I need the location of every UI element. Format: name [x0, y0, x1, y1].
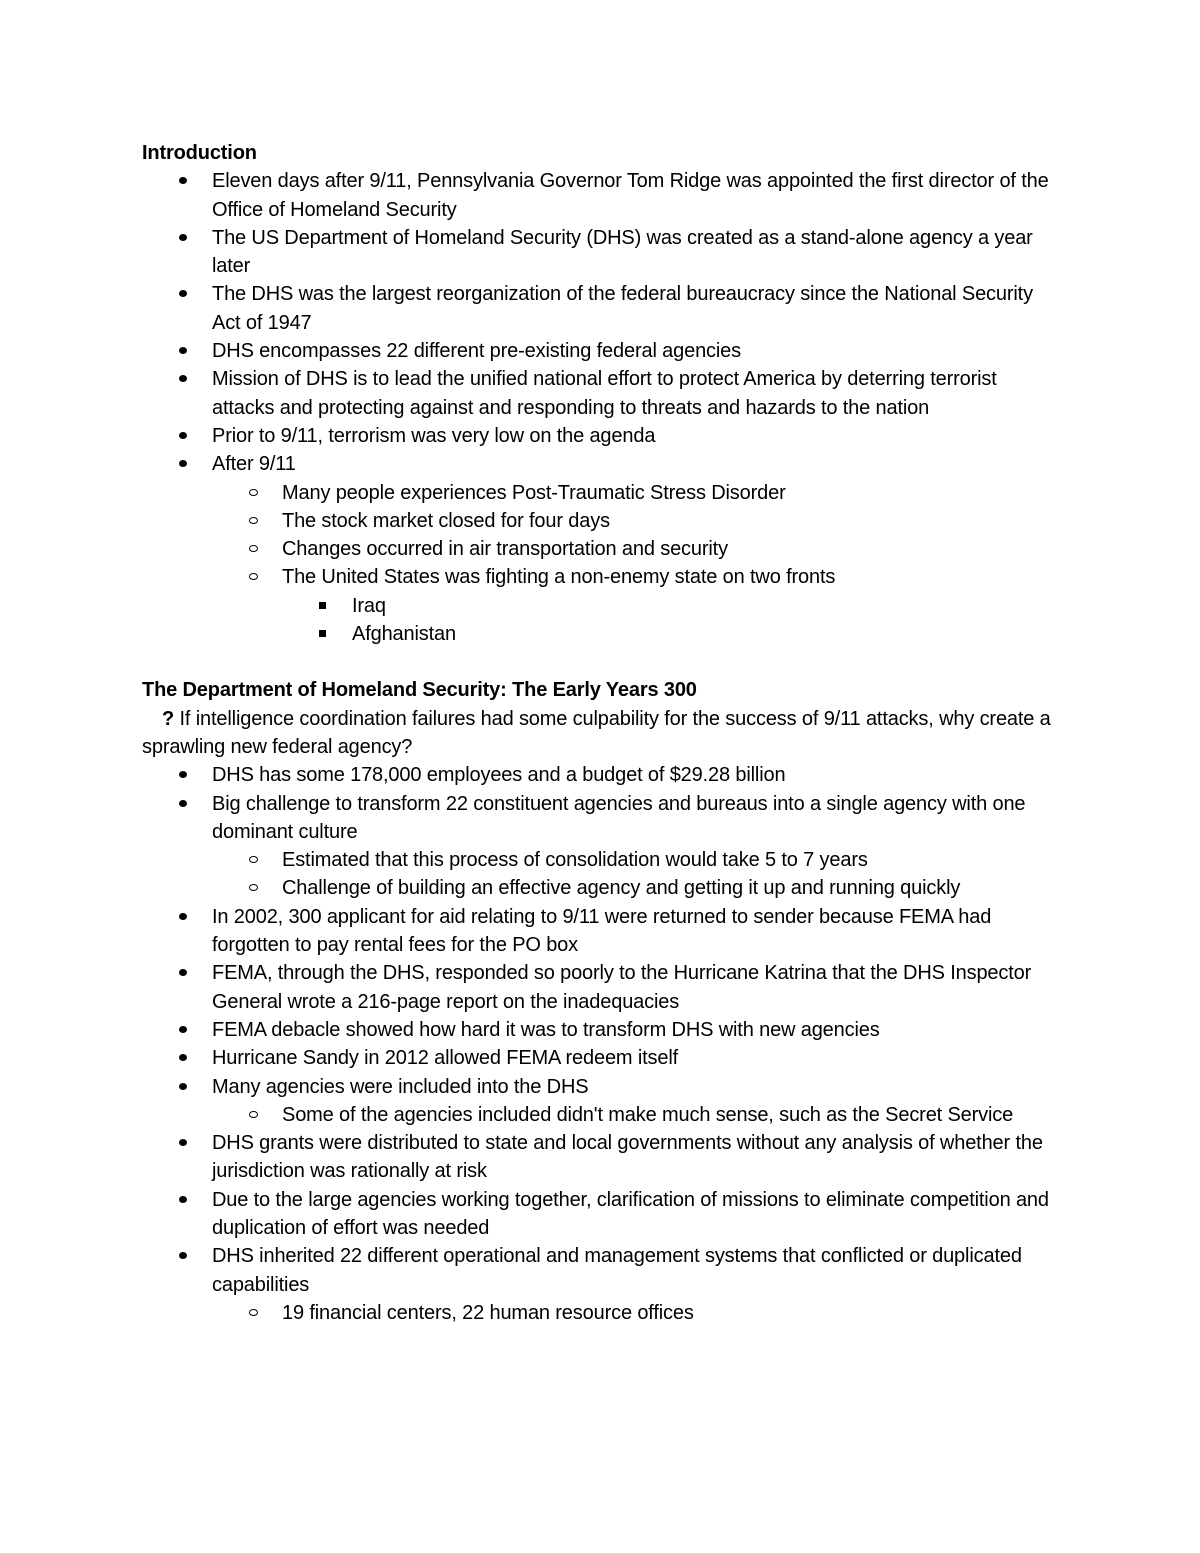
bullet-list-level-2	[212, 846, 1052, 903]
bullet-disc-icon	[179, 1252, 187, 1259]
list-item	[142, 1129, 1052, 1186]
bullet-disc-icon	[179, 460, 187, 467]
bullet-disc-icon	[179, 234, 187, 241]
list-item-text: Mission of DHS is to lead the unified national effort to protect America by deterring terrorist attacks and protecting against and responding to threats and hazards to the nation	[212, 368, 997, 419]
bullet-disc-icon	[179, 290, 187, 297]
section-heading: The Department of Homeland Security: The Early Years 300	[142, 679, 697, 702]
list-item-text: 19 financial centers, 22 human resource offices	[282, 1301, 694, 1324]
list-item-text: FEMA debacle showed how hard it was to transform DHS with new agencies	[212, 1018, 880, 1041]
list-item	[212, 1101, 1052, 1129]
question-text: If intelligence coordination failures had some culpability for the success of 9/11 attacks, why create a sprawling new federal agency?	[142, 707, 1051, 758]
bullet-circle-icon	[249, 573, 258, 580]
list-item	[142, 1016, 1052, 1044]
list-item	[142, 280, 1052, 337]
list-item-text: Afghanistan	[352, 623, 456, 646]
list-item-text: DHS has some 178,000 employees and a budget of $29.28 billion	[212, 764, 786, 787]
bullet-list-level-1	[142, 761, 1052, 1327]
bullet-disc-icon	[179, 1139, 187, 1146]
list-item	[212, 507, 1052, 535]
bullet-list-level-2	[212, 479, 1052, 649]
list-item	[212, 535, 1052, 563]
list-item	[142, 422, 1052, 450]
bullet-circle-icon	[249, 1309, 258, 1316]
list-item-text: Big challenge to transform 22 constituent agencies and bureaus into a single agency with one dominant culture	[212, 792, 1026, 843]
list-item-text: The United States was fighting a non-enemy state on two fronts	[282, 566, 836, 589]
list-item	[142, 761, 1052, 789]
bullet-disc-icon	[179, 177, 187, 184]
list-item-text: The US Department of Homeland Security (DHS) was created as a stand-alone agency a year later	[212, 226, 1033, 278]
bullet-circle-icon	[249, 545, 258, 552]
list-item-text: Eleven days after 9/11, Pennsylvania Governor Tom Ridge was appointed the first director of the Office of Homeland Security	[212, 170, 1049, 221]
bullet-disc-icon	[179, 1083, 187, 1090]
question-mark: ?	[162, 707, 175, 730]
bullet-list-level-2	[212, 1299, 1052, 1327]
section-question	[142, 705, 1052, 762]
bullet-square-icon	[319, 602, 326, 609]
list-item	[142, 790, 1052, 903]
bullet-disc-icon	[179, 800, 187, 807]
list-item-text: Some of the agencies included didn't make much sense, such as the Secret Service	[282, 1103, 1014, 1126]
list-item-text: DHS grants were distributed to state and local governments without any analysis of whether the jurisdiction was rationally at risk	[212, 1132, 1043, 1183]
list-item-text: DHS inherited 22 different operational and management systems that conflicted or duplicated capabilities	[212, 1245, 1022, 1296]
bullet-circle-icon	[249, 1111, 258, 1118]
list-item	[212, 563, 1052, 648]
section-heading: Introduction	[142, 142, 257, 164]
list-item	[212, 1299, 1052, 1327]
bullet-circle-icon	[249, 884, 258, 891]
list-item	[282, 592, 1052, 620]
bullet-list-level-2	[212, 1101, 1052, 1129]
list-item-text: Estimated that this process of consolidation would take 5 to 7 years	[282, 849, 868, 872]
bullet-disc-icon	[179, 913, 187, 920]
list-item-text: Changes occurred in air transportation and security	[282, 538, 728, 561]
list-item	[142, 1186, 1052, 1243]
list-item-text: Many people experiences Post-Traumatic Stress Disorder	[282, 481, 786, 504]
bullet-circle-icon	[249, 489, 258, 496]
list-item	[212, 874, 1052, 902]
list-item	[142, 450, 1052, 648]
bullet-disc-icon	[179, 347, 187, 354]
bullet-disc-icon	[179, 1054, 187, 1061]
list-item-text: The DHS was the largest reorganization of the federal bureaucracy since the National Security Act of 1947	[212, 283, 1033, 334]
list-item-text: In 2002, 300 applicant for aid relating to 9/11 were returned to sender because FEMA had forgotten to pay rental fees for the PO box	[212, 905, 992, 957]
list-item-text: After 9/11	[212, 453, 296, 476]
list-item-text: Prior to 9/11, terrorism was very low on the agenda	[212, 424, 656, 447]
bullet-disc-icon	[179, 1196, 187, 1203]
bullet-disc-icon	[179, 1026, 187, 1033]
list-item-text: Many agencies were included into the DHS	[212, 1075, 589, 1098]
list-item-text: Challenge of building an effective agency and getting it up and running quickly	[282, 877, 961, 900]
bullet-disc-icon	[179, 375, 187, 382]
bullet-disc-icon	[179, 432, 187, 439]
bullet-disc-icon	[179, 969, 187, 976]
bullet-circle-icon	[249, 517, 258, 524]
bullet-disc-icon	[179, 771, 187, 778]
list-item	[142, 224, 1052, 281]
list-item	[142, 365, 1052, 422]
list-item	[142, 337, 1052, 365]
document-page	[142, 139, 1052, 1327]
bullet-circle-icon	[249, 856, 258, 863]
list-item	[142, 1044, 1052, 1072]
list-item-text: The stock market closed for four days	[282, 509, 610, 532]
list-item-text: DHS encompasses 22 different pre-existing federal agencies	[212, 340, 742, 363]
list-item-text: Iraq	[352, 594, 386, 617]
list-item	[142, 1242, 1052, 1327]
list-item-text: Due to the large agencies working together, clarification of missions to eliminate competition and duplication of effort was needed	[212, 1188, 1049, 1239]
bullet-list-level-3	[282, 592, 1052, 649]
list-item-text: Hurricane Sandy in 2012 allowed FEMA redeem itself	[212, 1047, 679, 1070]
list-item	[142, 1073, 1052, 1130]
list-item	[142, 167, 1052, 224]
list-item	[142, 903, 1052, 960]
bullet-square-icon	[319, 630, 326, 637]
bullet-list-level-1	[142, 167, 1052, 648]
list-item	[212, 846, 1052, 874]
list-item-text: FEMA, through the DHS, responded so poorly to the Hurricane Katrina that the DHS Inspector General wrote a 216-page report on the inadequacies	[212, 962, 1032, 1013]
list-item	[212, 479, 1052, 507]
list-item	[142, 959, 1052, 1016]
list-item	[282, 620, 1052, 648]
